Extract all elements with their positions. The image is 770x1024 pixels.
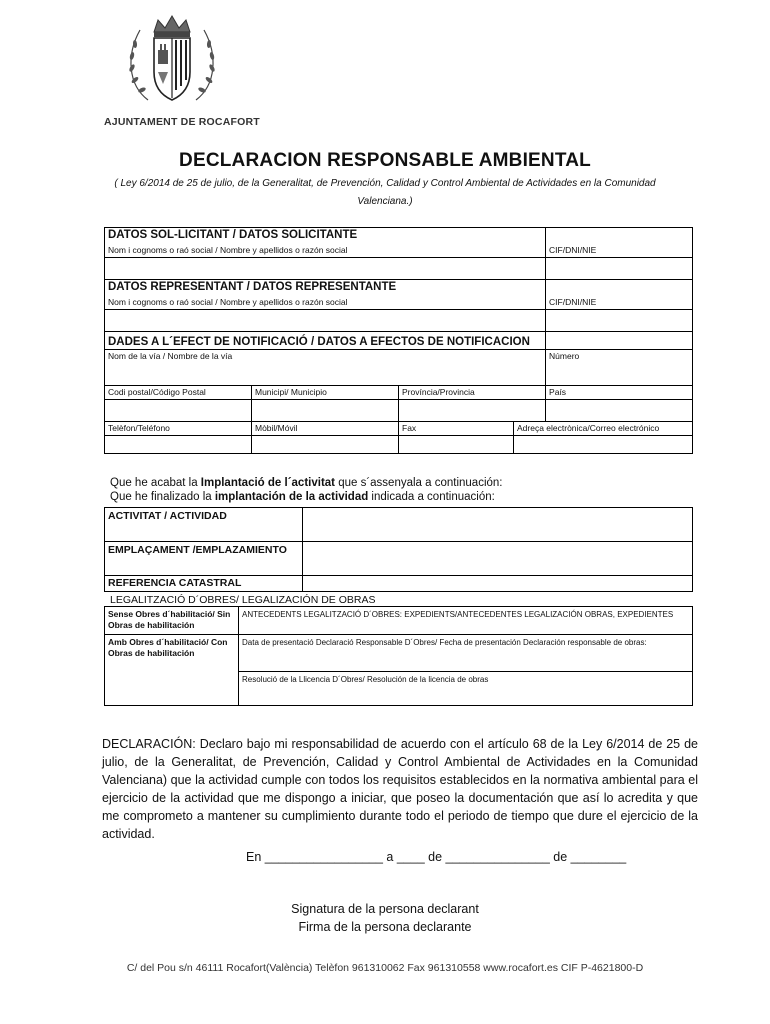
fax-field[interactable] — [399, 436, 514, 454]
signature-label-es: Firma de la persona declarante — [298, 920, 472, 934]
activity-label: ACTIVITAT / ACTIVIDAD — [105, 508, 303, 542]
representative-name-label: Nom i cognoms o raó social / Nombre y apellidos o razón social — [105, 296, 546, 310]
statement-es-tail: indicada a continuación: — [368, 491, 495, 503]
phone-label: Telèfon/Teléfono — [105, 422, 252, 436]
organization-name: AJUNTAMENT DE ROCAFORT — [104, 116, 260, 128]
works-license-field[interactable]: Resolució de la Llicencia D´Obres/ Resolución de la licencia de obras — [239, 672, 693, 706]
activity-table — [104, 507, 693, 592]
email-field[interactable] — [514, 436, 693, 454]
activity-field[interactable] — [303, 508, 693, 542]
street-label[interactable]: Nom de la vía / Nombre de la vía — [105, 350, 546, 386]
statement-es-text: Que he finalizado la — [110, 491, 215, 503]
municipality-label: Municipi/ Municipio — [252, 386, 399, 400]
municipality-field[interactable] — [252, 400, 399, 422]
country-field[interactable] — [546, 400, 693, 422]
without-works-field[interactable]: ANTECEDENTS LEGALITZACIÓ D´OBRES: EXPEDIENTS/ANTECEDENTES LEGALIZACIÓN OBRAS, EXPEDIENTES — [239, 607, 693, 635]
province-label: Província/Provincia — [399, 386, 546, 400]
without-works-label: Sense Obres d´habilitació/ Sin Obras de habilitación — [105, 607, 239, 635]
applicant-name-field[interactable] — [105, 258, 546, 280]
statement-ca-bold: Implantació de l´activitat — [200, 477, 335, 489]
representative-id-label: CIF/DNI/NIE — [546, 296, 693, 310]
email-label: Adreça electrònica/Correo electrónico — [514, 422, 693, 436]
applicant-id-label: CIF/DNI/NIE — [546, 244, 693, 258]
representative-id-field[interactable] — [546, 310, 693, 332]
applicant-data-table — [104, 227, 693, 454]
cadastral-field[interactable] — [303, 576, 693, 592]
phone-field[interactable] — [105, 436, 252, 454]
fax-label: Fax — [399, 422, 514, 436]
country-label: País — [546, 386, 693, 400]
mobile-label: Mòbil/Móvil — [252, 422, 399, 436]
works-legalization-table — [104, 606, 693, 706]
representative-name-field[interactable] — [105, 310, 546, 332]
postal-code-label: Codi postal/Código Postal — [105, 386, 252, 400]
document-subtitle: ( Ley 6/2014 de 25 de julio, de la Generalitat, de Prevención, Calidad y Control Ambiental de Actividades en la Comunidad Valenciana.) — [114, 178, 656, 207]
footer-contact: C/ del Pou s/n 46111 Rocafort(València) Telèfon 961310062 Fax 961310558 www.rocafort.es CIF P-4621800-D — [126, 962, 644, 974]
statement-es-bold: implantación de la actividad — [214, 491, 369, 503]
mobile-field[interactable] — [252, 436, 399, 454]
declaration-paragraph: DECLARACIÓN: Declaro bajo mi responsabilidad de acuerdo con el artículo 68 de la Ley 6/2014 de 25 de julio, de la Generalitat, de Prevención, Calidad y Control Ambiental de Actividades en la Comunidad Valenciana) que la actividad cumple con todos los requisitos establecidos en la normativa ambiental para el ejercicio de la actividad que me dispongo a iniciar, que poseo la documentación que así lo acredita y que me comprometo a mantener su cumplimiento durante todo el periodo de tiempo que dure el ejercicio de la actividad. — [102, 737, 698, 841]
location-field[interactable] — [303, 542, 693, 576]
works-legalization-heading: LEGALITZACIÓ D´OBRES/ LEGALIZACIÓN DE OBRAS — [110, 594, 376, 606]
province-field[interactable] — [399, 400, 546, 422]
signature-label-ca: Signatura de la persona declarant — [291, 902, 479, 916]
representative-heading: DATOS REPRESENTANT / DATOS REPRESENTANTE — [105, 280, 546, 296]
notification-heading: DADES A L´EFECT DE NOTIFICACIÓ / DATOS A EFECTOS DE NOTIFICACION — [105, 332, 546, 350]
document-title: DECLARACION RESPONSABLE AMBIENTAL — [179, 150, 591, 171]
works-declaration-date-field[interactable]: Data de presentació Declaració Responsable D´Obres/ Fecha de presentación Declaración responsable de obras: — [239, 635, 693, 672]
with-works-cell — [105, 672, 239, 706]
place-date-line[interactable]: En _________________ a ____ de _______________ de ________ — [246, 850, 627, 864]
location-label: EMPLAÇAMENT /EMPLAZAMIENTO — [105, 542, 303, 576]
applicant-name-label: Nom i cognoms o raó social / Nombre y apellidos o razón social — [105, 244, 546, 258]
completion-statement — [110, 476, 503, 504]
postal-code-field[interactable] — [105, 400, 252, 422]
statement-ca-text: Que he acabat la — [110, 477, 201, 489]
coat-of-arms-icon — [118, 10, 226, 110]
with-works-label: Amb Obres d´habilitació/ Con Obras de habilitación — [105, 635, 239, 672]
street-number-label[interactable]: Número — [546, 350, 693, 386]
statement-ca-tail: que s´assenyala a continuación: — [335, 477, 503, 489]
applicant-id-field[interactable] — [546, 258, 693, 280]
cadastral-label: REFERENCIA CATASTRAL — [105, 576, 303, 592]
applicant-heading: DATOS SOL-LICITANT / DATOS SOLICITANTE — [105, 228, 546, 244]
